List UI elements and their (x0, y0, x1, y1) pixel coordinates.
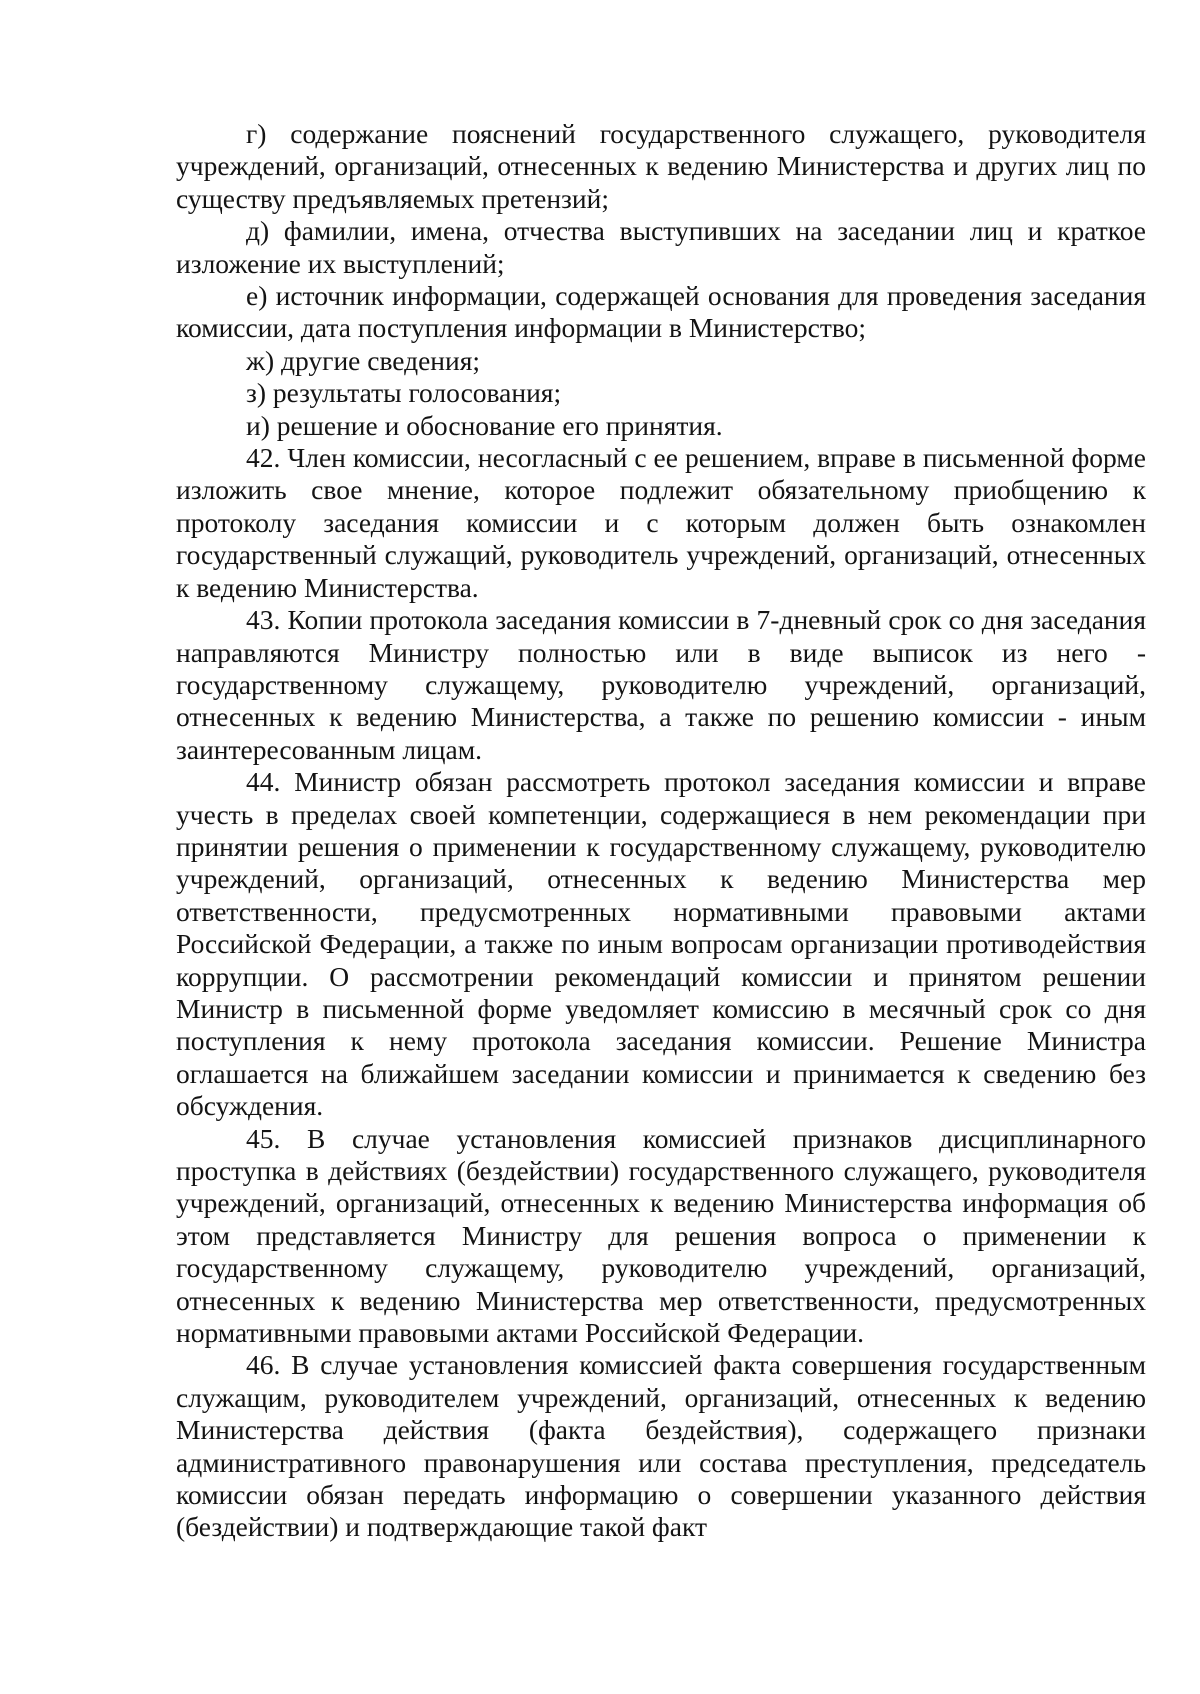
paragraph-item-z: з) результаты голосования; (246, 377, 562, 409)
document-page (176, 118, 1146, 1544)
paragraph-item-zh: ж) другие сведения; (246, 344, 481, 376)
paragraph-46: 46. В случае установления комиссией факта совершения государственным служащим, руководителем учреждений, организаций, отнесенных к ведению Министерства действия (факта бездействия), содержащего признаки административного правонарушения или состава преступления, председатель комиссии обязан передать информацию о совершении указанного действия (бездействии) и подтверждающие такой факт (176, 1349, 1146, 1543)
paragraph-45: 45. В случае установления комиссией признаков дисциплинарного проступка в действиях (бездействии) государственного служащего, руководителя учреждений, организаций, отнесенных к ведению Министерства информация об этом представляется Министру для решения вопроса о применении к государственному служащему, руководителю учреждений, организаций, отнесенных к ведению Министерства мер ответственности, предусмотренных нормативными правовыми актами Российской Федерации. (176, 1122, 1146, 1349)
paragraph-item-i: и) решение и обоснование его принятия. (246, 409, 723, 441)
paragraph-43: 43. Копии протокола заседания комиссии в 7-дневный срок со дня заседания направляются Министру полностью или в виде выписок из него - государственному служащему, руководителю учреждений, организаций, отнесенных к ведению Министерства, а также по решению комиссии - иным заинтересованным лицам. (176, 604, 1146, 765)
paragraph-44: 44. Министр обязан рассмотреть протокол заседания комиссии и вправе учесть в пределах своей компетенции, содержащиеся в нем рекомендации при принятии решения о применении к государственному служащему, руководителю учреждений, организаций, отнесенных к ведению Министерства мер ответственности, предусмотренных нормативными правовыми актами Российской Федерации, а также по иным вопросам организации противодействия коррупции. О рассмотрении рекомендаций комиссии и принятом решении Министр в письменной форме уведомляет комиссию в месячный срок со дня поступления к нему протокола заседания комиссии. Решение Министра оглашается на ближайшем заседании комиссии и принимается к сведению без обсуждения. (176, 766, 1146, 1122)
paragraph-item-g: г) содержание пояснений государственного служащего, руководителя учреждений, организаций, отнесенных к ведению Министерства и других лиц по существу предъявляемых претензий; (176, 118, 1146, 214)
paragraph-item-d: д) фамилии, имена, отчества выступивших на заседании лиц и краткое изложение их выступлений; (176, 215, 1146, 279)
paragraph-42: 42. Член комиссии, несогласный с ее решением, вправе в письменной форме изложить свое мнение, которое подлежит обязательному приобщению к протоколу заседания комиссии и с которым должен быть ознакомлен государственный служащий, руководитель учреждений, организаций, отнесенных к ведению Министерства. (176, 442, 1146, 603)
paragraph-item-e: е) источник информации, содержащей основания для проведения заседания комиссии, дата поступления информации в Министерство; (176, 280, 1146, 344)
